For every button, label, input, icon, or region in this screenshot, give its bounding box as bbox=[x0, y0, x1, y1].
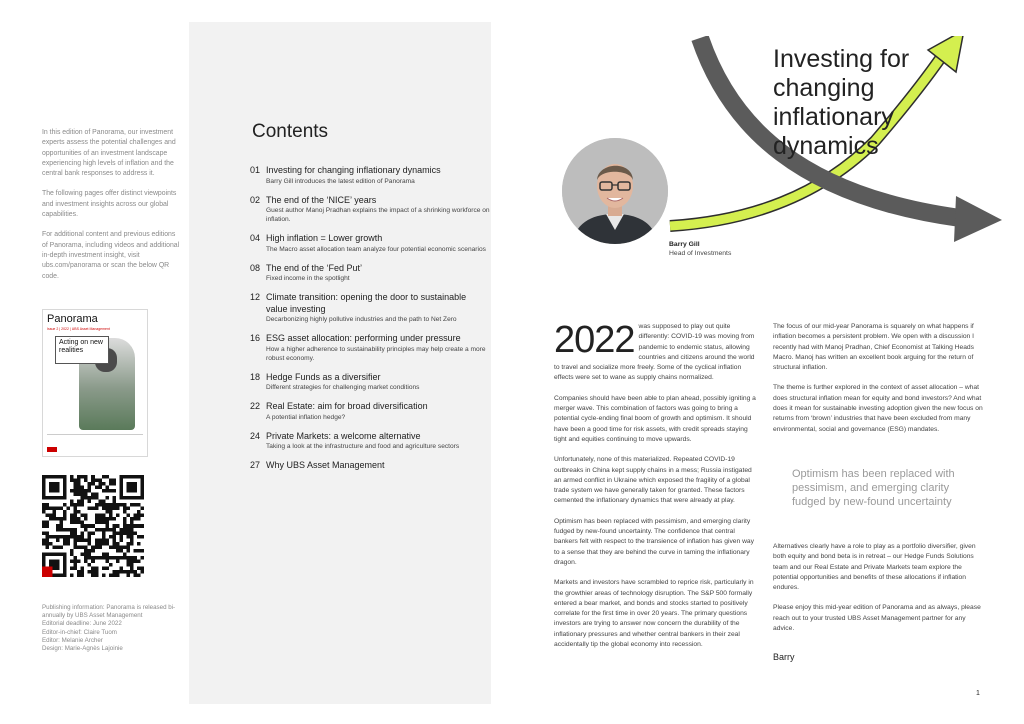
publishing-line: Design: Marie-Agnès Lajoinie bbox=[42, 645, 123, 653]
toc-description: Taking a look at the infrastructure and food and agriculture sectors bbox=[266, 443, 460, 450]
toc-description: Fixed income in the spotlight bbox=[266, 275, 350, 282]
toc-page-number: 12 bbox=[250, 292, 261, 302]
publishing-line: Editor: Melanie Archer bbox=[42, 636, 103, 644]
toc-page-number: 27 bbox=[250, 460, 261, 470]
title-line: changing bbox=[773, 74, 875, 102]
article-paragraph: Optimism has been replaced with pessimism, and emerging clarity fudged by new-found uncertainty. The confidence that central bankers felt with respect to the transience of inflation has given way to a sense that they are behind the curve in taming the inflationary dragon. bbox=[554, 517, 754, 566]
toc-page-number: 02 bbox=[250, 194, 261, 205]
article-column-right-lower bbox=[773, 542, 983, 644]
toc-title: Private Markets: a welcome alternative bbox=[266, 430, 421, 441]
drop-year: 2022 bbox=[554, 319, 635, 361]
toc-item-01[interactable] bbox=[250, 165, 490, 186]
toc-description: A potential inflation hedge? bbox=[266, 413, 346, 421]
toc-page-number: 22 bbox=[250, 401, 261, 411]
toc-title: Investing for changing inflationary dynamics bbox=[266, 165, 441, 175]
toc-title: Climate transition: opening the door to sustainable value investing bbox=[266, 292, 467, 314]
contents-title: Contents bbox=[252, 121, 329, 142]
article-paragraph: Please enjoy this mid-year edition of Panorama and as always, please reach out to your trusted UBS Asset Management partner for any advice. bbox=[773, 604, 981, 633]
publishing-line: Publishing information: Panorama is released bi-annually by UBS Asset Management bbox=[42, 604, 176, 620]
title-line: inflationary bbox=[773, 103, 894, 131]
intro-paragraph: For additional content and previous editions of Panorama, including videos and additional in-depth investment insight, visit ubs.com/panorama or scan the below QR code. bbox=[42, 231, 180, 280]
article-column-right bbox=[773, 322, 983, 445]
toc-description: The Macro asset allocation team analyze four potential economic scenarios bbox=[266, 245, 486, 253]
article-title bbox=[773, 45, 909, 161]
article-text: was supposed to play out quite differently: COVID-19 was moving from pandemic to endemic status, allowing countries and citizens around the world to travel and socialize more freely. Some of the cyclical inflation effects were set to wane as supply chains normalized. bbox=[554, 323, 755, 382]
article-paragraph: The focus of our mid-year Panorama is squarely on what happens if inflation becomes a persistent problem. We open with a discussion I recently had with Manoj Pradhan, Chief Economist at Talking Heads Macro. Manoj has written an excellent book arguing for the return of structural inflation. bbox=[773, 323, 974, 372]
toc-title: High inflation = Lower growth bbox=[266, 233, 383, 243]
publishing-line: Editorial deadline: June 2022 bbox=[42, 620, 122, 628]
intro-paragraph: The following pages offer distinct viewpoints and investment insights across our global capabilities. bbox=[42, 190, 177, 219]
toc-description: Barry Gill introduces the latest edition of Panorama bbox=[266, 177, 415, 185]
cover-subtitle: Issue 2 | 2022 | UBS Asset Management bbox=[47, 327, 110, 331]
magazine-cover[interactable] bbox=[42, 309, 148, 457]
cover-headline: Acting on new realities bbox=[59, 339, 103, 354]
toc-page-number: 08 bbox=[250, 262, 261, 273]
toc-page-number: 04 bbox=[250, 233, 261, 243]
ubs-logo-icon bbox=[47, 447, 57, 452]
article-paragraph: Companies should have been able to plan ahead, possibly igniting a merger wave. This combination of factors was going to bring a potential cycle-ending final boom of growth and optimism. It should have been a good time for risk assets, with credit spreads staying tight and equities continuing to move upwards. bbox=[554, 394, 756, 443]
pull-quote: Optimism has been replaced with pessimism, and emerging clarity fudged by new-found uncertainty bbox=[792, 468, 955, 508]
toc-page-number: 16 bbox=[250, 333, 261, 343]
article-paragraph: Alternatives clearly have a role to play as a portfolio diversifier, given both equity and bond beta is in retreat – our Hedge Funds Solutions team and our Real Estate and Private Markets team explore the potential opportunities and benefits of these allocations if inflation endures. bbox=[773, 543, 976, 592]
toc-title: ESG asset allocation: performing under pressure bbox=[266, 333, 461, 343]
author-role: Head of Investments bbox=[669, 250, 732, 257]
toc-item-12[interactable] bbox=[250, 292, 490, 324]
author-name: Barry Gill bbox=[669, 241, 700, 248]
article-paragraph: Unfortunately, none of this materialized. Repeated COVID-19 outbreaks in China kept supply chains in a mess; Russia instigated an armed conflict in Ukraine which exposed the fragility of a global trade system we have generally taken for granted. These factors cemented the inflationary dynamics that were already at play. bbox=[554, 456, 752, 505]
article-column-left bbox=[554, 319, 759, 660]
intro-paragraph: In this edition of Panorama, our investment experts assess the potential challenges and opportunities of an investment landscape experiencing high levels of inflation and the central bank responses to address it. bbox=[42, 129, 176, 178]
toc-item-02[interactable] bbox=[250, 195, 490, 225]
author-portrait bbox=[562, 138, 668, 244]
page-number: 1 bbox=[976, 690, 980, 697]
signoff: Barry bbox=[773, 652, 795, 662]
toc-item-16[interactable] bbox=[250, 333, 490, 363]
toc-title: Why UBS Asset Management bbox=[266, 460, 385, 470]
toc-description: Different strategies for challenging market conditions bbox=[266, 384, 420, 391]
article-paragraph: The theme is further explored in the context of asset allocation – what does structural inflation mean for equity and bond investors? And what does it mean for sustainable investing adoption given the new focus on returns from ‘brown’ industries that have been excluded from many environmental, social and governance (ESG) mandates. bbox=[773, 384, 983, 433]
toc-title: Hedge Funds as a diversifier bbox=[266, 371, 381, 382]
publishing-info bbox=[42, 604, 182, 653]
article-paragraph bbox=[554, 319, 759, 384]
title-line: dynamics bbox=[773, 132, 879, 160]
toc-description: How a higher adherence to sustainability principles may help create a more robust economy. bbox=[266, 345, 486, 362]
intro-text bbox=[42, 128, 182, 292]
gray-arrow-head bbox=[954, 196, 1002, 242]
toc-item-22[interactable] bbox=[250, 401, 490, 422]
portrait-illustration bbox=[562, 138, 668, 244]
article-paragraph: Markets and investors have scrambled to reprice risk, particularly in the growthier areas of technology disruption. The S&P 500 formally entered a bear market, and bonds and stocks started to positively correlate for the first time in over 20 years. The primary questions investors are trying to answer now concern the durability of the inflationary pressures and whether central bankers in their zeal accidentally tip the global economy into recession. bbox=[554, 579, 754, 649]
toc-item-18[interactable] bbox=[250, 372, 490, 393]
toc-item-24[interactable] bbox=[250, 431, 490, 452]
toc-item-04[interactable] bbox=[250, 233, 490, 254]
publishing-line: Editor-in-chief: Claire Tuom bbox=[42, 628, 117, 636]
toc-title: The end of the ‘Fed Put’ bbox=[266, 262, 363, 273]
toc-description: Guest author Manoj Pradhan explains the impact of a shrinking workforce on inflation. bbox=[266, 207, 490, 223]
cover-title: Panorama bbox=[47, 313, 98, 325]
toc-page-number: 18 bbox=[250, 371, 261, 382]
cover-footer-lines bbox=[47, 434, 143, 442]
qr-code-icon[interactable] bbox=[42, 475, 144, 577]
toc-title: Real Estate: aim for broad diversification bbox=[266, 401, 428, 411]
toc-page-number: 24 bbox=[250, 430, 261, 441]
title-line: Investing for bbox=[773, 45, 910, 73]
toc-item-27[interactable] bbox=[250, 460, 490, 472]
toc-item-08[interactable] bbox=[250, 263, 490, 284]
toc-page-number: 01 bbox=[250, 165, 261, 175]
toc-description: Decarbonizing highly pollutive industries and the path to Net Zero bbox=[266, 316, 457, 323]
toc-title: The end of the ‘NICE’ years bbox=[266, 194, 377, 205]
table-of-contents bbox=[250, 165, 490, 481]
cover-headline-box bbox=[55, 336, 109, 364]
